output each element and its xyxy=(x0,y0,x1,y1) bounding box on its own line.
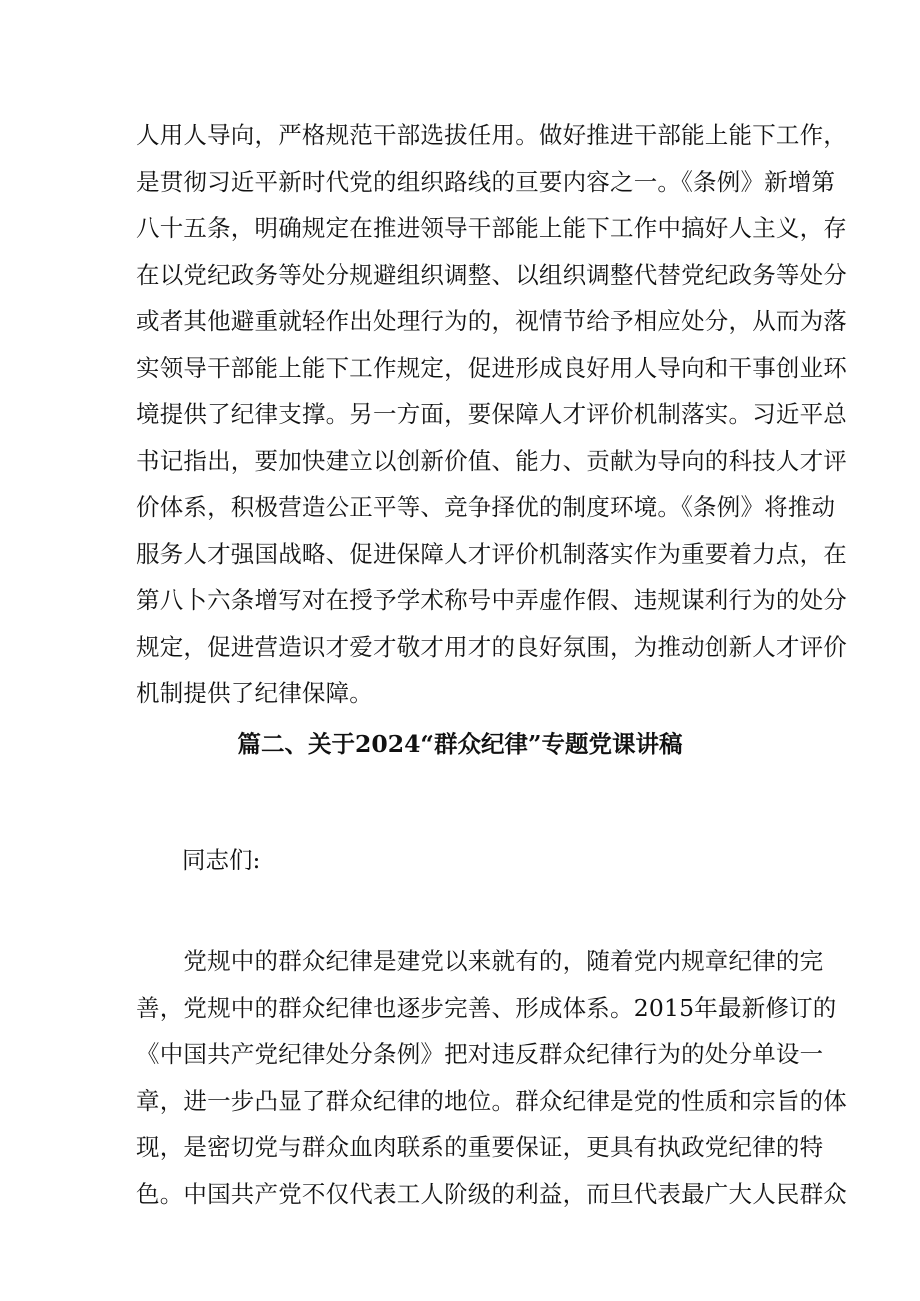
paragraph-1 xyxy=(136,112,847,717)
text-line: 价体系，积极营造公正平等、竞争择优的制度环境。《条例》将推动 xyxy=(136,493,836,521)
text-line: 或者其他避重就轻作出处理行为的，视情节给予相应处分，从而为落 xyxy=(136,307,847,335)
text-line: 境提供了纪律支撑。另一方面，要保障人才评价机制落实。习近平总 xyxy=(136,400,847,428)
text-line: 书记指出，要加快建立以创新价值、能力、贡献为导向的科技人才评 xyxy=(136,446,847,475)
text-line: 党规中的群众纪律是建党以来就有的，随着党内规章纪律的完 xyxy=(136,947,824,975)
salutation: 同志们: xyxy=(182,846,261,874)
text-line: 在以党纪政务等处分规避组织调整、以组织调整代替党纪政务等处分 xyxy=(136,260,847,289)
section-heading: 篇二、关于2024“群众纪律”专题党课讲稿 xyxy=(237,730,683,758)
text-line: 规定，促进营造识才爱才敬才用才的良好氛围，为推动创新人才评价 xyxy=(136,632,847,661)
text-line: 机制提供了纪律保障。 xyxy=(136,679,373,707)
text-line: 服务人才强国战略、促进保障人才评价机制落实作为重要着力点，在 xyxy=(136,539,847,568)
text-line: 章，进一步凸显了群众纪律的地位。群众纪律是党的性质和宗旨的体 xyxy=(136,1086,847,1115)
text-line: 是贯彻习近平新时代党的组织路线的亘要内容之一。《条例》新增第 xyxy=(136,167,836,196)
text-line: 实领导干部能上能下工作规定，促进形成良好用人导向和干事创业环 xyxy=(136,353,847,382)
paragraph-2 xyxy=(136,938,847,1217)
text-line: 人用人导向，严格规范干部选拔任用。做好推进干部能上能下工作， xyxy=(136,121,847,149)
text-line: 第八卜六条增写对在授予学术称号中弄虚作假、违规谋利行为的处分 xyxy=(136,586,847,614)
text-line: 八十五条，明确规定在推进领导干部能上能下工作中搞好人主义，存 xyxy=(136,214,847,242)
text-line: 色。中国共产党不仅代表工人阶级的利益，而旦代表最广大人民群众 xyxy=(136,1179,847,1208)
text-line: 《中国共产党纪律处分条例》把对违反群众纪律行为的处分单设一 xyxy=(136,1040,824,1068)
text-line: 善，党规中的群众纪律也逐步完善、形成体系。2015年最新修订的 xyxy=(136,993,837,1022)
text-line: 现，是密切党与群众血肉联系的重要保证，更具有执政党纪律的特 xyxy=(136,1133,824,1161)
